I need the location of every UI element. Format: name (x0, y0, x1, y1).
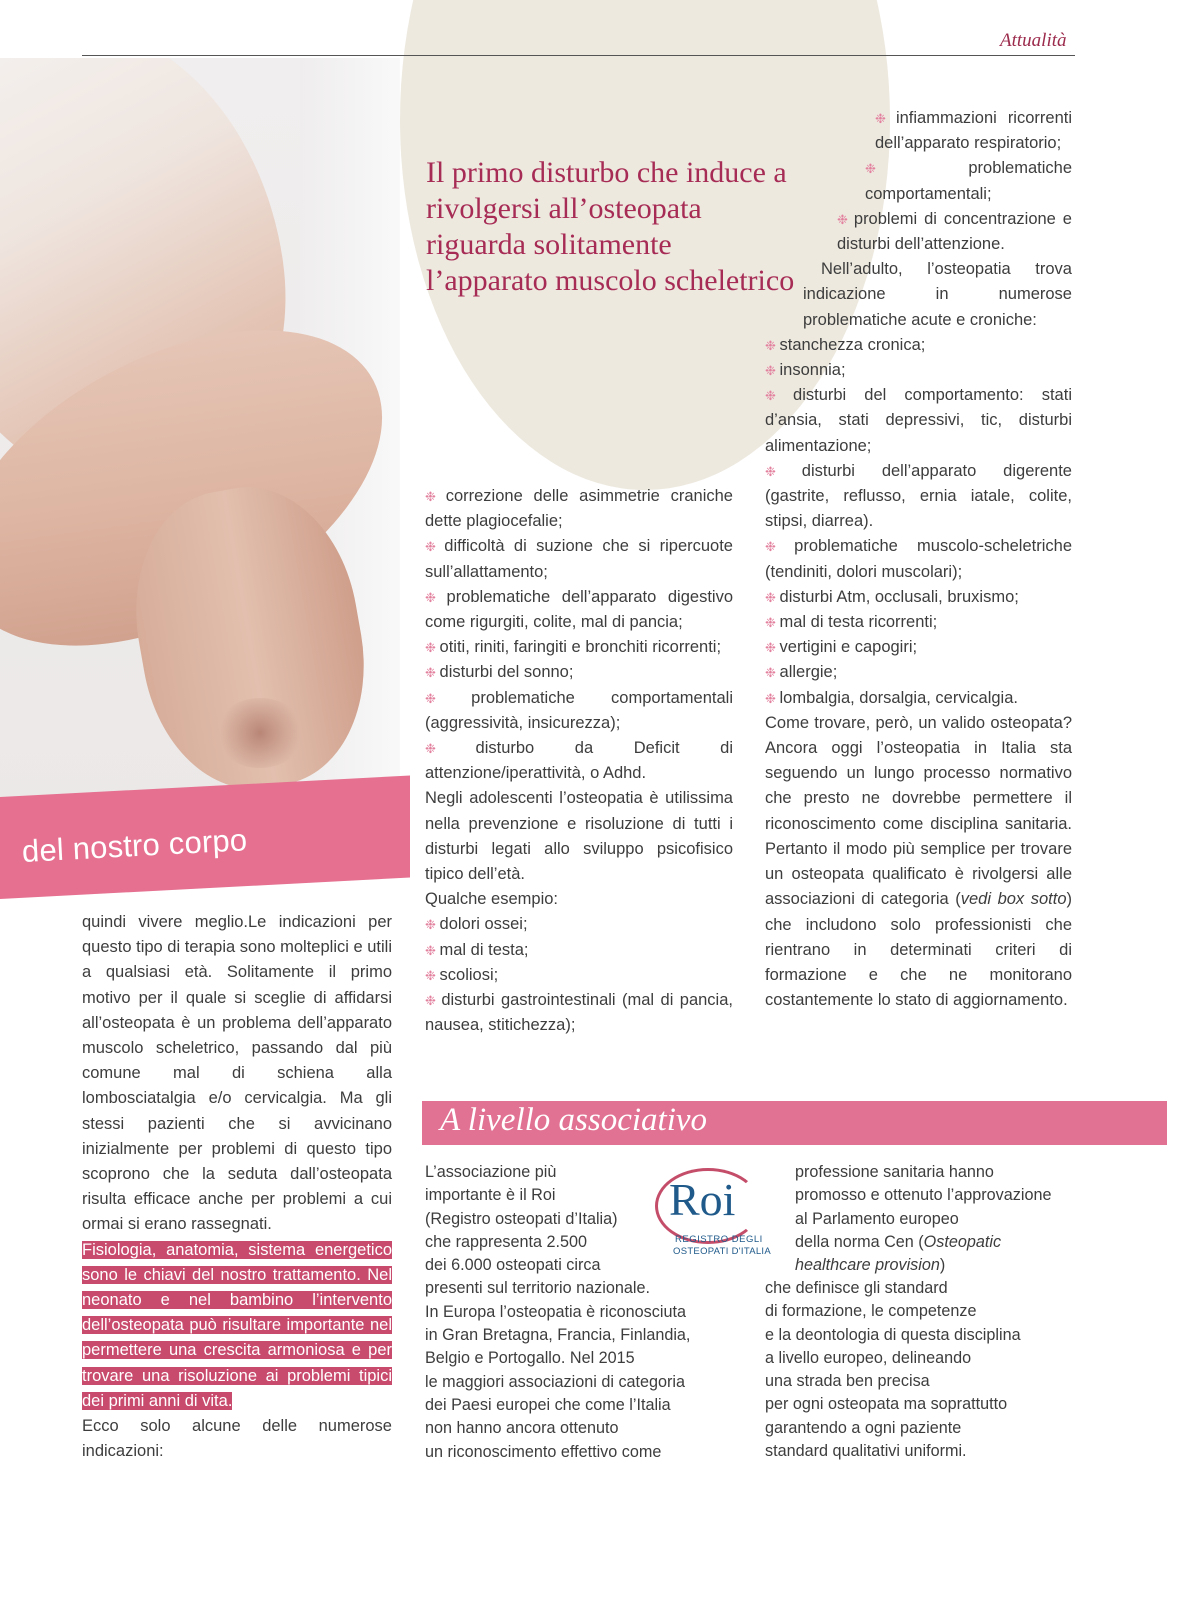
elbow (215, 698, 305, 768)
list-item: ❉ infiammazioni ricorrenti dell’apparato respiratorio; (765, 106, 1072, 156)
list-item: ❉ problematiche comportamentali; (765, 156, 1072, 206)
text-line: non hanno ancora ottenuto (425, 1419, 619, 1438)
text-line: dei Paesi europei che come l’Italia (425, 1395, 671, 1414)
column-right (765, 106, 1072, 1013)
list-item: ❉ problematiche muscolo-scheletriche (tendiniti, dolori muscolari); (765, 534, 1072, 584)
list-item: ❉ insonnia; (765, 358, 1072, 383)
text-line: un riconoscimento effettivo come (425, 1442, 662, 1461)
column-middle (425, 484, 733, 1038)
assoc-title: A livello associativo (440, 1102, 708, 1138)
list-item: ❉ disturbo da Deficit di attenzione/iperattività, o Adhd. (425, 736, 733, 786)
highlight-text: Fisiologia, anatomia, sistema energetico sono le chiavi del nostro trattamento. Nel neonato e nel bambino l’intervento dell’osteopata può risultare importante nel permettere una crescita armoniosa e per trovare una risoluzione ai problemi tipici dei primi anni di vita. (82, 1240, 392, 1410)
adult-items-list (765, 333, 1072, 711)
col1-highlight (82, 1238, 392, 1414)
column-left (82, 910, 392, 1464)
text-line: professione sanitaria hanno (795, 1163, 994, 1181)
text-line: di formazione, le competenze (765, 1302, 977, 1321)
list-item: ❉ problematiche comportamentali (aggressività, insicurezza); (425, 686, 733, 736)
cen-suffix: ) (939, 1256, 946, 1275)
list-item: ❉ correzione delle asimmetrie craniche dette plagiocefalie; (425, 484, 733, 534)
list-item: ❉ disturbi del comportamento: stati d’ansia, stati depressivi, tic, disturbi alimentazione; (765, 383, 1072, 459)
text-line: che definisce gli standard (765, 1279, 948, 1297)
assoc-right-bottom (765, 1277, 1085, 1463)
band-caption: del nostro corpo (21, 822, 249, 869)
list-item: ❉ lombalgia, dorsalgia, cervicalgia. (765, 686, 1072, 711)
list-item: ❉ disturbi gastrointestinali (mal di pancia, nausea, stitichezza); (425, 988, 733, 1038)
adult-text: Nell’adulto, l’osteopatia trova indicazione in numerose problematiche acute e croniche: (803, 260, 1072, 329)
text-line: le maggiori associazioni di categoria (425, 1372, 686, 1391)
list-item: ❉ disturbi del sonno; (425, 660, 733, 685)
closing-em: vedi box sotto (960, 890, 1067, 909)
list-item: ❉ problematiche dell’apparato digestivo come rigurgiti, colite, mal di pancia; (425, 585, 733, 635)
col1-intro: quindi vivere meglio.Le indicazioni per questo tipo di terapia sono molteplici e utili a qualsiasi età. Solitamente il primo motivo per il quale si sceglie di affidarsi all’osteopata è un problema dell’apparato muscolo scheletrico, passando dal più comune mal di schiena alla lombosciatalgia e/o cervicalgia. Ma gli stessi pazienti che si avvicinano inizialmente per problemi di questo tipo scoprono che la seduta dall’osteopata risulta efficace anche per problemi a cui ormai si erano rassegnati. (82, 913, 393, 1234)
arm-photo (0, 58, 400, 848)
list-item: ❉ mal di testa; (425, 938, 733, 963)
closing-b: ) che includono solo professionisti che rientrano in determinati criteri di formazione e che ne monitorano costantemente lo stato di aggiornamento. (765, 890, 1072, 1010)
text-line: (Registro osteopati d’Italia) (425, 1209, 618, 1228)
text-line: Belgio e Portogallo. Nel 2015 (425, 1349, 635, 1368)
list-item: ❉ difficoltà di suzione che si ripercuote sull’allattamento; (425, 534, 733, 584)
text-line: importante è il Roi (425, 1186, 556, 1205)
teen-items-list (765, 106, 1072, 257)
roi-logo (655, 1168, 773, 1260)
text-line: presenti sul territorio nazionale. (425, 1279, 650, 1298)
closing-text (765, 711, 1072, 1013)
examples-label: Qualche esempio: (425, 890, 558, 909)
text-line: dei 6.000 osteopati circa (425, 1256, 601, 1275)
text-line: In Europa l’osteopatia è riconosciuta (425, 1302, 686, 1321)
logo-line1: REGISTRO DEGLI (675, 1234, 763, 1245)
list-item: ❉ allergie; (765, 660, 1072, 685)
list-item: ❉ otiti, riniti, faringiti e bronchiti ricorrenti; (425, 635, 733, 660)
cen-em2: healthcare provision (795, 1256, 940, 1275)
closing-a: Come trovare, però, un valido osteopata? Ancora oggi l’osteopatia in Italia sta seguendo un lungo processo normativo che presto ne dovrebbe permettere il riconoscimento come disciplina sanitaria. Pertanto il modo più semplice per trovare un osteopata qualificato è rivolgersi alle associazioni di categoria ( (765, 713, 1072, 909)
text-line: e la deontologia di questa disciplina (765, 1325, 1021, 1344)
text-line: una strada ben precisa (765, 1372, 930, 1391)
text-line: per ogni osteopata ma soprattutto (765, 1395, 1008, 1414)
cen-em1: Osteopatic (923, 1233, 1002, 1251)
list-item: ❉ disturbi dell’apparato digerente (gastrite, reflusso, ernia iatale, colite, stipsi, diarrea). (765, 459, 1072, 535)
text-line: che rappresenta 2.500 (425, 1232, 587, 1251)
logo-name: Roi (669, 1174, 736, 1225)
list-item: ❉ vertigini e capogiri; (765, 635, 1072, 660)
text-line: a livello europeo, delineando (765, 1348, 972, 1367)
text-line: al Parlamento europeo (795, 1209, 959, 1228)
headline: Il primo disturbo che induce a rivolgersi all’osteopata riguarda solitamente l’apparato muscolo scheletrico (426, 156, 795, 297)
text-line: L’associazione più (425, 1163, 557, 1181)
text-line: standard qualitativi uniformi. (765, 1442, 967, 1461)
col1-outro: Ecco solo alcune delle numerose indicazioni: (82, 1417, 392, 1461)
child-indications-list (425, 484, 733, 786)
assoc-cen (795, 1231, 1085, 1278)
teen-text: Negli adolescenti l’osteopatia è utilissima nella prevenzione e risoluzione di tutti i disturbi legati allo sviluppo psicofisico tipico dell’età. (425, 789, 733, 884)
header-rule (82, 55, 1075, 56)
text-line: promosso e ottenuto l’approvazione (795, 1186, 1052, 1205)
list-item: ❉ scoliosi; (425, 963, 733, 988)
section-label: Attualità (1000, 30, 1067, 51)
list-item: ❉ stanchezza cronica; (765, 333, 1072, 358)
list-item: ❉ mal di testa ricorrenti; (765, 610, 1072, 635)
text-line: garantendo a ogni paziente (765, 1418, 962, 1437)
teen-examples-list (425, 912, 733, 1038)
list-item: ❉ dolori ossei; (425, 912, 733, 937)
list-item: ❉ problemi di concentrazione e disturbi dell’attenzione. (765, 207, 1072, 257)
logo-line2: OSTEOPATI D'ITALIA (673, 1246, 772, 1257)
cen-prefix: della norma Cen ( (795, 1233, 924, 1251)
assoc-right-top (795, 1161, 1085, 1231)
list-item: ❉ disturbi Atm, occlusali, bruxismo; (765, 585, 1072, 610)
text-line: in Gran Bretagna, Francia, Finlandia, (425, 1326, 691, 1345)
